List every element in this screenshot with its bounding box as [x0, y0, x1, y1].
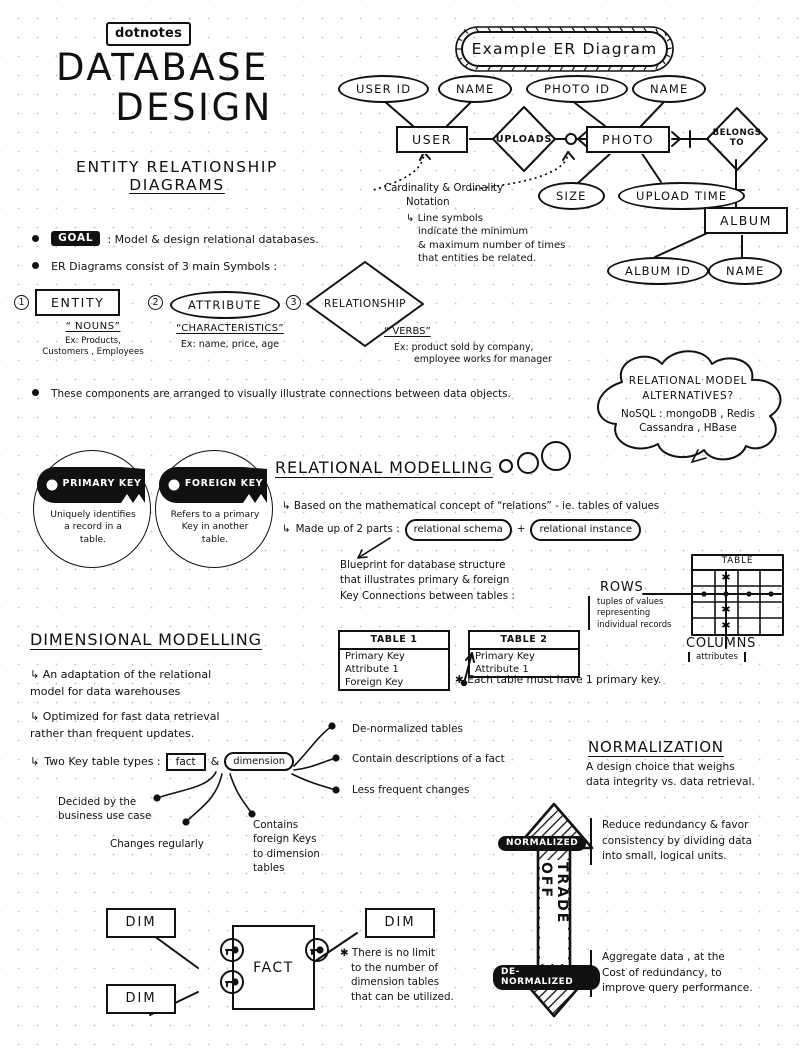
tradeoff-top-label: NORMALIZED [498, 836, 586, 851]
symbol-entity-example-line1: Ex: Products, [65, 336, 121, 346]
section-heading-normalization [588, 737, 724, 756]
schema-table-1-header: TABLE 1 [340, 632, 448, 650]
er-attribute-size: SIZE [538, 182, 605, 210]
symbol-number-1: 1 [14, 295, 29, 310]
primary-key-star-note-text: Each table must have 1 primary key. [467, 674, 662, 686]
er-relationship-uploads [490, 104, 558, 178]
bullet-closing [32, 382, 602, 401]
tradeoff-top-desc-line3: into small, logical units. [602, 850, 727, 863]
rows-description [588, 596, 698, 630]
er-banner-label: Example ER Diagram [471, 40, 658, 58]
brand-badge: dotnotes [106, 22, 191, 46]
er-relationship-uploads-label: UPLOADS [495, 133, 553, 145]
svg-text:✱: ✱ [721, 619, 731, 632]
nosql-cloud [580, 346, 795, 468]
relational-point-1 [282, 500, 782, 514]
dimension-note-2: Contain descriptions of a fact [352, 753, 505, 765]
tradeoff-top-desc-line1: Reduce redundancy & favor [602, 819, 749, 831]
section-heading-relational [275, 458, 493, 477]
dimensional-point-2 [30, 708, 310, 742]
annotation-note-line1: Line symbols [417, 212, 483, 224]
annotation-title-line1: Cardinality & Ordinality [384, 183, 504, 194]
bullet-symbols [32, 255, 277, 275]
primary-key-desc-line1: Uniquely identifies [50, 509, 136, 520]
chip-relational-schema: relational schema [405, 519, 512, 541]
dimensional-point-2-line1: Optimized for fast data retrieval [42, 710, 220, 723]
star-schema-note [340, 946, 490, 1004]
er-entity-user: USER [396, 126, 468, 153]
symbol-entity-example-line2: Customers , Employees [42, 347, 144, 357]
connector-key-icon [218, 968, 246, 996]
dimensional-point-3-prefix: Two Key table types : [44, 755, 161, 768]
dimensional-point-1 [30, 666, 310, 700]
foreign-key-desc-line1: Refers to a primary [170, 509, 260, 520]
dimensional-point-1-line2: model for data warehouses [30, 685, 181, 699]
er-attribute-photo-name: NAME [632, 75, 706, 103]
primary-key-label: PRIMARY KEY [62, 478, 142, 489]
cloud-line3: NoSQL : mongoDB , Redis [621, 407, 755, 420]
symbol-attribute-example-line1: Ex: name, price, age [180, 339, 280, 350]
star-dim-right: DIM [365, 908, 435, 938]
bullet-goal [32, 228, 319, 248]
foreign-key-badge [155, 450, 273, 568]
fact-note-3 [253, 818, 363, 876]
symbol-relationship-label: RELATIONSHIP [323, 298, 406, 310]
er-attribute-user-id: USER ID [338, 75, 429, 103]
normalization-desc-line2: data integrity vs. data retrieval. [586, 776, 755, 789]
star-icon: ✱ [340, 947, 349, 959]
bullet-dot-icon [32, 389, 39, 396]
schema-table-2-row-0: Primary Key [475, 651, 535, 662]
tradeoff-bottom-desc-line1: Aggregate data , at the [602, 951, 725, 963]
chip-ampersand: & [210, 755, 220, 768]
fact-note-1-line2: business use case [58, 810, 152, 823]
foreign-key-label: FOREIGN KEY [184, 478, 264, 489]
relational-point-2-prefix: Made up of 2 parts : [295, 522, 400, 535]
bullet-dot-icon [32, 235, 39, 242]
schema-table-1-row-1: Attribute 1 [345, 664, 399, 675]
fact-note-1-line1: Decided by the [58, 796, 137, 808]
arrow-hook-icon: ↳ [282, 500, 291, 512]
blueprint-line2: that illustrates primary & foreign [340, 574, 510, 587]
erd-heading-line2: DIAGRAMS [129, 176, 225, 194]
columns-description: attributes [688, 652, 746, 662]
cloud-line1: RELATIONAL MODEL [628, 375, 748, 387]
relational-point-1-text: Based on the mathematical concept of “relations” - ie. tables of values [293, 500, 660, 512]
primary-key-star-note [455, 674, 661, 686]
goal-text: : Model & design relational databases. [107, 233, 319, 246]
tradeoff-top-description [590, 818, 800, 865]
er-attribute-album-name: NAME [708, 257, 782, 285]
fact-note-1 [58, 795, 208, 824]
star-dim-top-left: DIM [106, 908, 176, 938]
symbol-attribute-quote: “CHARACTERISTICS” [176, 323, 284, 334]
foreign-key-desc-line3: table. [201, 533, 229, 545]
schema-table-2-row-1: Attribute 1 [475, 664, 529, 675]
dimension-note-1: De-normalized tables [352, 723, 463, 735]
blueprint-line3: Key Connections between tables : [340, 589, 515, 602]
primary-key-desc-line3: table. [79, 533, 107, 545]
relational-heading-label: RELATIONAL MODELLING [275, 458, 493, 477]
svg-text:✱: ✱ [721, 571, 731, 584]
chip-fact: fact [166, 753, 206, 771]
er-entity-album: ALBUM [704, 207, 788, 234]
annotation-note-line3: & maximum number of times [418, 239, 566, 251]
cloud-line2: ALTERNATIVES? [642, 389, 734, 402]
primary-key-badge [33, 450, 151, 568]
er-cardinality-annotation [384, 182, 594, 266]
er-attribute-upload-time: UPLOAD TIME [618, 182, 745, 210]
tradeoff-arrow [501, 800, 600, 1024]
symbols-intro-text: ER Diagrams consist of 3 main Symbols : [51, 260, 278, 273]
relational-heading-bubbles [498, 440, 584, 480]
star-note-line4: that can be utilized. [351, 990, 454, 1003]
fact-note-3-line2: foreign Keys [253, 833, 317, 846]
tradeoff-axis-label: TRADE OFF [538, 862, 570, 925]
columns-label: COLUMNS [686, 636, 757, 651]
rows-desc-line3: individual records [597, 618, 672, 629]
blueprint-line1: Blueprint for database structure [340, 559, 506, 571]
star-note-line1: There is no limit [351, 947, 435, 959]
rows-label: ROWS [600, 580, 644, 595]
symbol-relationship-example-line1: Ex: product sold by company, [394, 342, 534, 353]
connector-key-icon [218, 936, 246, 964]
rows-desc-line1: tuples of values [597, 596, 664, 606]
arrow-hook-icon: ↳ [30, 755, 40, 768]
star-dim-bottom-left: DIM [106, 984, 176, 1014]
fact-note-3-line1: Contains [253, 819, 299, 831]
er-attribute-album-id: ALBUM ID [607, 257, 709, 285]
annotation-title-line2: Notation [406, 196, 450, 208]
connector-key-icon [303, 936, 331, 964]
fact-note-3-line3: to dimension [253, 847, 320, 860]
arrow-hook-icon: ↳ [406, 212, 415, 224]
tradeoff-bottom-desc-line2: Cost of redundancy, to [602, 966, 722, 979]
schema-table-1 [338, 630, 450, 691]
arrow-hook-icon: ↳ [30, 668, 40, 681]
symbol-attribute-ellipse: ATTRIBUTE [170, 291, 280, 319]
cloud-line4: Cassandra , HBase [639, 422, 737, 435]
normalization-desc-line1: A design choice that weighs [586, 761, 735, 773]
fact-note-3-line4: tables [253, 862, 285, 875]
svg-text:✱: ✱ [721, 603, 731, 616]
star-note-line3: dimension tables [351, 976, 440, 989]
blueprint-note [340, 558, 590, 604]
symbol-number-3: 3 [286, 295, 301, 310]
symbol-entity-box: ENTITY [35, 289, 120, 316]
section-heading-dimensional [30, 630, 262, 649]
schema-table-1-row-0: Primary Key [345, 651, 405, 662]
normalization-description [586, 760, 800, 791]
tradeoff-bottom-description [590, 950, 800, 997]
dimension-note-3: Less frequent changes [352, 784, 470, 796]
plus-sign: + [516, 522, 526, 535]
er-relationship-belongs-to-line2: TO [729, 138, 745, 148]
arrow-hook-icon: ↳ [282, 522, 291, 535]
table-anatomy-caption: TABLE [721, 556, 754, 566]
symbol-relationship-quote: “ VERBS” [384, 326, 431, 337]
page-title-line1: DATABASE [56, 46, 269, 89]
table-anatomy-grid [690, 553, 785, 641]
symbol-relationship-example-line2: employee works for manager [414, 354, 552, 366]
dimensional-point-1-line1: An adaptation of the relational [42, 668, 212, 681]
er-attribute-photo-id: PHOTO ID [526, 75, 628, 103]
chip-relational-instance: relational instance [530, 519, 641, 541]
symbol-entity-quote: “ NOUNS” [65, 321, 121, 332]
primary-key-desc-line2: a record in a [64, 521, 122, 533]
dimensional-point-2-line2: rather than frequent updates. [30, 727, 195, 741]
star-note-line2: to the number of [351, 961, 439, 974]
erd-heading-line1: ENTITY RELATIONSHIP [76, 158, 278, 176]
symbol-number-2: 2 [148, 295, 163, 310]
dimensional-heading-label: DIMENSIONAL MODELLING [30, 630, 262, 649]
er-entity-photo: PHOTO [586, 126, 670, 153]
arrow-hook-icon: ↳ [30, 710, 40, 723]
annotation-note-line4: that entities be related. [418, 253, 537, 265]
er-relationship-belongs-to-line1: BELONGS [712, 128, 762, 139]
rows-desc-line2: representing [597, 607, 651, 618]
bullet-dot-icon [32, 262, 39, 269]
star-icon: ✱ [455, 674, 464, 686]
annotation-note-line2: indicate the minimum [418, 226, 529, 238]
schema-table-1-row-2: Foreign Key [345, 677, 404, 688]
tradeoff-top-desc-line2: consistency by dividing data [602, 834, 753, 847]
fact-note-2: Changes regularly [110, 838, 204, 850]
er-relationship-belongs-to [704, 105, 770, 177]
schema-table-2-header: TABLE 2 [470, 632, 578, 650]
erd-closing-text: These components are arranged to visually illustrate connections between data objects. [51, 388, 511, 400]
tradeoff-bottom-label: DE-NORMALIZED [493, 965, 600, 990]
tradeoff-bottom-desc-line3: improve query performance. [602, 982, 753, 995]
normalization-heading-label: NORMALIZATION [588, 738, 724, 756]
chip-dimension: dimension [224, 752, 294, 771]
foreign-key-desc-line2: Key in another [181, 521, 249, 533]
star-fact-box: FACT [232, 925, 315, 1010]
er-attribute-user-name: NAME [438, 75, 512, 103]
page-title-line2: DESIGN [115, 85, 273, 129]
goal-chip: GOAL [51, 231, 100, 246]
